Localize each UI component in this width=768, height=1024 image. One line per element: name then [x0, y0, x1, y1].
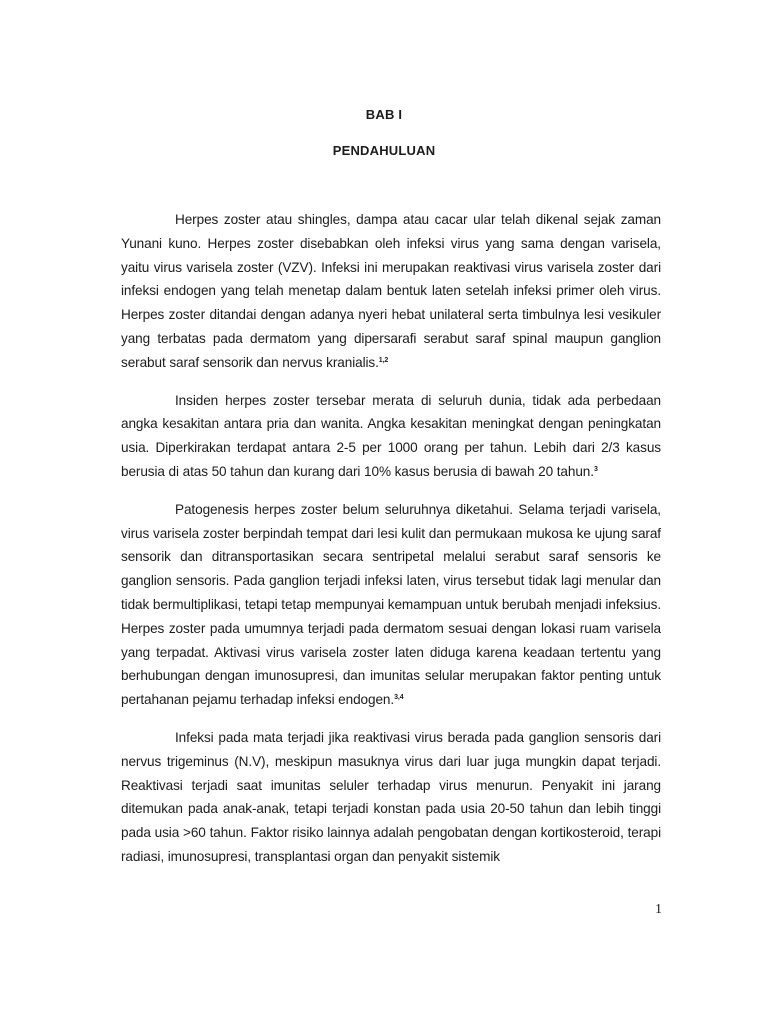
paragraph-3 [121, 498, 661, 712]
chapter-title: PENDAHULUAN [332, 143, 436, 158]
citation-1: 1,2 [378, 356, 389, 364]
chapter-label: BAB I [365, 107, 403, 122]
citation-3: 3,4 [394, 694, 404, 702]
paragraph-4-text: Infeksi pada mata terjadi jika reaktivasi virus berada pada ganglion sensoris dari nervus trigeminus (N.V), meskipun masuknya virus dari luar juga mungkin dapat terjadi. Reaktivasi terjadi saat imunitas seluler terhadap virus menurun. Penyakit ini jarang ditemukan pada anak-anak, tetapi terjadi konstan pada usia 20-50 tahun dan lebih tinggi pada usia >60 tahun. Faktor risiko lainnya adalah pengobatan dengan kortikosteroid, terapi radiasi, imunosupresi, transplantasi organ dan penyakit sistemik [121, 729, 661, 864]
page-number: 1 [655, 902, 662, 917]
citation-2: 3 [593, 465, 598, 473]
paragraph-3-text: Patogenesis herpes zoster belum seluruhnya diketahui. Selama terjadi varisela, virus varisela zoster berpindah tempat dari lesi kulit dan permukaan mukosa ke ujung saraf sensorik dan ditransportasikan secara sentripetal melalui serabut saraf sensoris ke ganglion sensoris. Pada ganglion terjadi infeksi laten, virus tersebut tidak lagi menular dan tidak bermultiplikasi, tetapi tetap mempunyai kemampuan untuk berubah menjadi infeksius. Herpes zoster pada umumnya terjadi pada dermatom sesuai dengan lokasi ruam varisela yang terpadat. Aktivasi virus varisela zoster laten diduga karena keadaan tertentu yang berhubungan dengan imunosupresi, dan imunitas selular merupakan faktor penting untuk pertahanan pejamu terhadap infeksi endogen. [121, 501, 661, 708]
paragraph-1-text: Herpes zoster atau shingles, dampa atau cacar ular telah dikenal sejak zaman Yunani kuno. Herpes zoster disebabkan oleh infeksi virus yang sama dengan varisela, yaitu virus varisela zoster (VZV). Infeksi ini merupakan reaktivasi virus varisela zoster dari infeksi endogen yang telah menetap dalam bentuk laten setelah infeksi primer oleh virus. Herpes zoster ditandai dengan adanya nyeri hebat unilateral serta timbulnya lesi vesikuler yang terbatas pada dermatom yang dipersarafi serabut saraf spinal maupun ganglion serabut saraf sensorik dan nervus kranialis. [121, 212, 661, 370]
paragraph-2-text: Insiden herpes zoster tersebar merata di seluruh dunia, tidak ada perbedaan angka kesakitan antara pria dan wanita. Angka kesakitan meningkat dengan peningkatan usia. Diperkirakan terdapat antara 2-5 per 1000 orang per tahun. Lebih dari 2/3 kasus berusia di atas 50 tahun dan kurang dari 10% kasus berusia di bawah 20 tahun. [121, 392, 661, 479]
body-text [121, 208, 661, 883]
paragraph-4 [121, 726, 661, 869]
paragraph-2 [121, 389, 661, 484]
paragraph-1 [121, 208, 661, 375]
